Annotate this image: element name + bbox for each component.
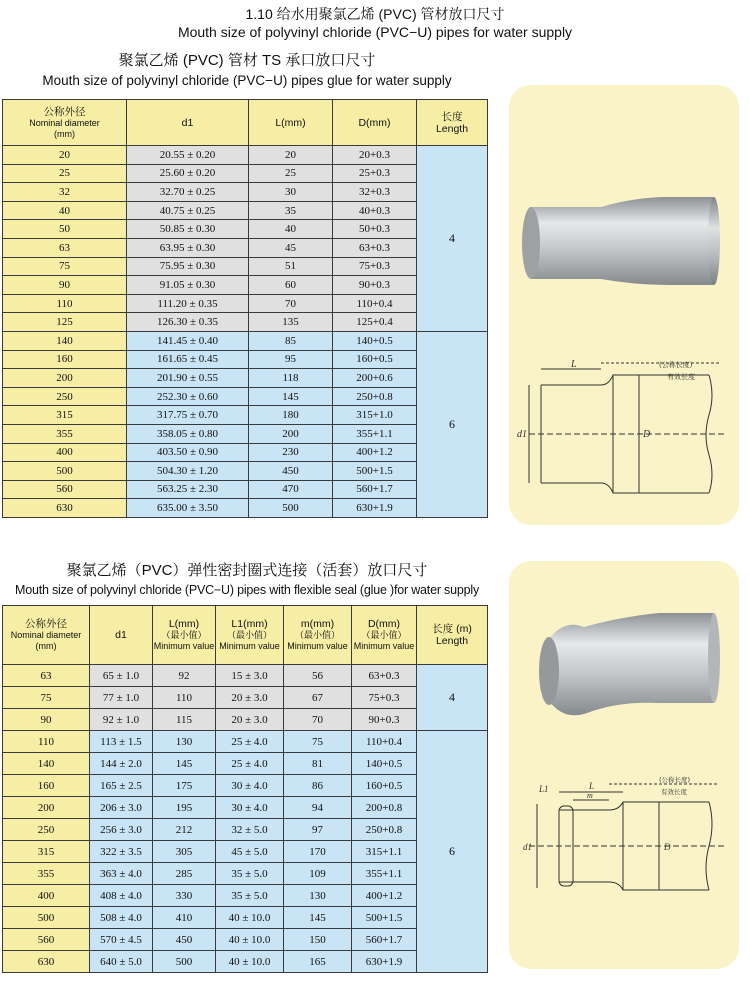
cell-d1: 144 ± 2.0 (90, 753, 153, 775)
cell-d1: 206 ± 3.0 (90, 797, 153, 819)
table2-title-cn: 聚氯乙烯（PVC）弹性密封圈式连接（活套）放口尺寸 (66, 562, 428, 579)
cell-L: 330 (153, 885, 216, 907)
cell-d1: 111.20 ± 0.35 (127, 294, 249, 313)
cell-d1: 256 ± 3.0 (90, 819, 153, 841)
cell-L1: 30 ± 4.0 (216, 775, 284, 797)
drawing2-note-1: (公称长度) (659, 776, 691, 784)
table2-title-en: Mouth size of polyvinyl chloride (PVC−U) pipes with flexible seal (glue )for water supply (14, 583, 479, 597)
cell-D: 400+1.2 (352, 885, 417, 907)
header2-d1: d1 (90, 606, 153, 665)
cell-nominal-diameter: 630 (3, 951, 90, 973)
cell-D: 75+0.3 (352, 687, 417, 709)
cell-L: 51 (249, 257, 333, 276)
cell-L1: 40 ± 10.0 (216, 951, 284, 973)
cell-nominal-diameter: 90 (3, 276, 127, 295)
cell-nominal-diameter: 110 (3, 731, 90, 753)
cell-D: 125+0.4 (333, 313, 417, 332)
cell-D: 63+0.3 (352, 665, 417, 687)
header-L: L(mm) (249, 100, 333, 146)
cell-L1: 40 ± 10.0 (216, 907, 284, 929)
cell-m: 165 (284, 951, 352, 973)
cell-d1: 50.85 ± 0.30 (127, 220, 249, 239)
cell-L: 200 (249, 424, 333, 443)
table-row (3, 753, 488, 775)
cell-L1: 20 ± 3.0 (216, 709, 284, 731)
cell-d1: 640 ± 5.0 (90, 951, 153, 973)
cell-L: 285 (153, 863, 216, 885)
table-row (3, 797, 488, 819)
table-row (3, 146, 488, 165)
cell-nominal-diameter: 250 (3, 387, 127, 406)
cell-nominal-diameter: 50 (3, 220, 127, 239)
table-row (3, 257, 488, 276)
drawing1-label-L: L (571, 359, 577, 370)
cell-nominal-diameter: 315 (3, 841, 90, 863)
table-row (3, 480, 488, 499)
cell-nominal-diameter: 200 (3, 797, 90, 819)
cell-d1: 75.95 ± 0.30 (127, 257, 249, 276)
cell-L1: 25 ± 4.0 (216, 753, 284, 775)
table-row (3, 462, 488, 481)
cell-length: 6 (417, 331, 488, 517)
cell-D: 200+0.6 (333, 369, 417, 388)
table-row (3, 775, 488, 797)
cell-L: 450 (249, 462, 333, 481)
cell-nominal-diameter: 500 (3, 907, 90, 929)
cell-L1: 35 ± 5.0 (216, 863, 284, 885)
cell-m: 56 (284, 665, 352, 687)
socket-size-table (2, 99, 488, 518)
cell-L: 212 (153, 819, 216, 841)
cell-d1: 20.55 ± 0.20 (127, 146, 249, 165)
cell-nominal-diameter: 560 (3, 929, 90, 951)
drawing1-note-2: 有效长度 (667, 373, 695, 381)
cell-m: 145 (284, 907, 352, 929)
cell-nominal-diameter: 400 (3, 885, 90, 907)
cell-d1: 570 ± 4.5 (90, 929, 153, 951)
drawing2-note-2: 有效长度 (661, 788, 687, 796)
table-row (3, 350, 488, 369)
page-title-en: Mouth size of polyvinyl chloride (PVC−U) pipes for water supply (177, 24, 573, 40)
cell-nominal-diameter: 125 (3, 313, 127, 332)
cell-nominal-diameter: 25 (3, 164, 127, 183)
cell-d1: 141.45 ± 0.40 (127, 331, 249, 350)
table-row (3, 929, 488, 951)
cell-nominal-diameter: 200 (3, 369, 127, 388)
drawing2-label-L1: L1 (539, 784, 549, 794)
socket-technical-drawing (509, 355, 739, 505)
cell-m: 94 (284, 797, 352, 819)
cell-L: 45 (249, 238, 333, 257)
table-row (3, 294, 488, 313)
table-row (3, 369, 488, 388)
cell-L: 60 (249, 276, 333, 295)
cell-D: 500+1.5 (352, 907, 417, 929)
cell-D: 160+0.5 (333, 350, 417, 369)
cell-L: 410 (153, 907, 216, 929)
cell-d1: 65 ± 1.0 (90, 665, 153, 687)
cell-L: 195 (153, 797, 216, 819)
cell-nominal-diameter: 32 (3, 183, 127, 202)
cell-D: 110+0.4 (352, 731, 417, 753)
table-row (3, 885, 488, 907)
cell-L: 145 (249, 387, 333, 406)
cell-d1: 63.95 ± 0.30 (127, 238, 249, 257)
seal-pipe-photo (509, 561, 739, 761)
cell-nominal-diameter: 140 (3, 753, 90, 775)
drawing1-note-1: (公称长度) (659, 361, 693, 369)
table1-title-cn: 聚氯乙烯 (PVC) 管材 TS 承口放口尺寸 (118, 52, 376, 69)
cell-L: 35 (249, 201, 333, 220)
cell-D: 40+0.3 (333, 201, 417, 220)
cell-d1: 91.05 ± 0.30 (127, 276, 249, 295)
cell-length: 4 (417, 665, 488, 731)
cell-D: 355+1.1 (352, 863, 417, 885)
cell-D: 50+0.3 (333, 220, 417, 239)
cell-D: 560+1.7 (333, 480, 417, 499)
cell-d1: 32.70 ± 0.25 (127, 183, 249, 202)
cell-nominal-diameter: 250 (3, 819, 90, 841)
drawing2-label-L: L (589, 781, 595, 791)
page-title-cn: 1.10 给水用聚氯乙烯 (PVC) 管材放口尺寸 (245, 6, 505, 22)
cell-nominal-diameter: 110 (3, 294, 127, 313)
table-row (3, 424, 488, 443)
cell-d1: 77 ± 1.0 (90, 687, 153, 709)
table-row (3, 687, 488, 709)
header2-L1: L1(mm) （最小值） Minimum value (216, 606, 284, 665)
cell-m: 109 (284, 863, 352, 885)
cell-D: 315+1.0 (333, 406, 417, 425)
cell-m: 81 (284, 753, 352, 775)
cell-d1: 363 ± 4.0 (90, 863, 153, 885)
cell-nominal-diameter: 75 (3, 257, 127, 276)
header-nominal-diameter: 公称外径 Nominal diameter (mm) (3, 100, 127, 146)
cell-L1: 20 ± 3.0 (216, 687, 284, 709)
cell-L1: 32 ± 5.0 (216, 819, 284, 841)
cell-d1: 508 ± 4.0 (90, 907, 153, 929)
cell-d1: 408 ± 4.0 (90, 885, 153, 907)
cell-L: 145 (153, 753, 216, 775)
header2-m: m(mm) （最小值） Minimum value (284, 606, 352, 665)
cell-D: 630+1.9 (352, 951, 417, 973)
cell-L1: 15 ± 3.0 (216, 665, 284, 687)
table1-title-en: Mouth size of polyvinyl chloride (PVC−U) pipes glue for water supply (42, 73, 452, 88)
header2-length: 长度 (m) Length (417, 606, 488, 665)
cell-L: 175 (153, 775, 216, 797)
cell-d1: 113 ± 1.5 (90, 731, 153, 753)
cell-L: 500 (249, 499, 333, 518)
cell-L: 450 (153, 929, 216, 951)
cell-d1: 403.50 ± 0.90 (127, 443, 249, 462)
table-row (3, 201, 488, 220)
header2-nominal-diameter: 公称外径 Nominal diameter (mm) (3, 606, 90, 665)
cell-D: 75+0.3 (333, 257, 417, 276)
drawing2-label-d1: d1 (523, 842, 532, 852)
table-row (3, 406, 488, 425)
cell-L: 500 (153, 951, 216, 973)
cell-D: 400+1.2 (333, 443, 417, 462)
seal-illustration-panel (509, 561, 739, 969)
table-row (3, 238, 488, 257)
cell-L: 30 (249, 183, 333, 202)
cell-m: 130 (284, 885, 352, 907)
table-row (3, 819, 488, 841)
cell-L: 230 (249, 443, 333, 462)
cell-L: 130 (153, 731, 216, 753)
cell-D: 250+0.8 (333, 387, 417, 406)
cell-L1: 35 ± 5.0 (216, 885, 284, 907)
cell-L: 95 (249, 350, 333, 369)
cell-length: 4 (417, 146, 488, 332)
cell-L: 115 (153, 709, 216, 731)
table-row (3, 709, 488, 731)
table-row (3, 313, 488, 332)
cell-L: 40 (249, 220, 333, 239)
table-row (3, 951, 488, 973)
cell-L: 110 (153, 687, 216, 709)
cell-D: 90+0.3 (352, 709, 417, 731)
cell-D: 630+1.9 (333, 499, 417, 518)
header2-L: L(mm) （最小值） Minimum value (153, 606, 216, 665)
cell-nominal-diameter: 355 (3, 863, 90, 885)
cell-d1: 563.25 ± 2.30 (127, 480, 249, 499)
cell-L1: 45 ± 5.0 (216, 841, 284, 863)
cell-D: 32+0.3 (333, 183, 417, 202)
drawing2-label-m: m (587, 791, 593, 800)
cell-D: 140+0.5 (333, 331, 417, 350)
cell-d1: 358.05 ± 0.80 (127, 424, 249, 443)
cell-d1: 322 ± 3.5 (90, 841, 153, 863)
cell-L1: 30 ± 4.0 (216, 797, 284, 819)
cell-L: 85 (249, 331, 333, 350)
flexible-seal-size-table (2, 605, 488, 973)
cell-m: 67 (284, 687, 352, 709)
cell-m: 97 (284, 819, 352, 841)
cell-nominal-diameter: 75 (3, 687, 90, 709)
cell-nominal-diameter: 63 (3, 665, 90, 687)
cell-D: 140+0.5 (352, 753, 417, 775)
cell-D: 315+1.1 (352, 841, 417, 863)
cell-L1: 25 ± 4.0 (216, 731, 284, 753)
cell-d1: 504.30 ± 1.20 (127, 462, 249, 481)
cell-d1: 40.75 ± 0.25 (127, 201, 249, 220)
table-row (3, 665, 488, 687)
cell-D: 500+1.5 (333, 462, 417, 481)
cell-length: 6 (417, 731, 488, 973)
cell-D: 110+0.4 (333, 294, 417, 313)
cell-d1: 201.90 ± 0.55 (127, 369, 249, 388)
table-row (3, 863, 488, 885)
cell-nominal-diameter: 90 (3, 709, 90, 731)
cell-nominal-diameter: 315 (3, 406, 127, 425)
cell-nominal-diameter: 500 (3, 462, 127, 481)
table-row (3, 183, 488, 202)
cell-nominal-diameter: 355 (3, 424, 127, 443)
cell-m: 170 (284, 841, 352, 863)
table-row (3, 907, 488, 929)
cell-nominal-diameter: 560 (3, 480, 127, 499)
cell-nominal-diameter: 160 (3, 775, 90, 797)
table-row (3, 331, 488, 350)
cell-nominal-diameter: 400 (3, 443, 127, 462)
cell-nominal-diameter: 140 (3, 331, 127, 350)
cell-d1: 126.30 ± 0.35 (127, 313, 249, 332)
cell-d1: 161.65 ± 0.45 (127, 350, 249, 369)
cell-D: 63+0.3 (333, 238, 417, 257)
table-row (3, 276, 488, 295)
cell-D: 160+0.5 (352, 775, 417, 797)
cell-d1: 252.30 ± 0.60 (127, 387, 249, 406)
cell-m: 150 (284, 929, 352, 951)
cell-D: 25+0.3 (333, 164, 417, 183)
table-row (3, 841, 488, 863)
cell-d1: 635.00 ± 3.50 (127, 499, 249, 518)
table-row (3, 164, 488, 183)
cell-D: 90+0.3 (333, 276, 417, 295)
cell-D: 250+0.8 (352, 819, 417, 841)
table-row (3, 443, 488, 462)
cell-D: 200+0.8 (352, 797, 417, 819)
drawing1-label-D: D (643, 429, 651, 440)
table-row (3, 499, 488, 518)
cell-nominal-diameter: 40 (3, 201, 127, 220)
seal-technical-drawing (509, 770, 739, 900)
drawing2-label-D: D (664, 842, 671, 852)
cell-L: 180 (249, 406, 333, 425)
cell-L: 25 (249, 164, 333, 183)
header-D: D(mm) (333, 100, 417, 146)
header-length: 长度 Length (417, 100, 488, 146)
cell-nominal-diameter: 630 (3, 499, 127, 518)
header-d1: d1 (127, 100, 249, 146)
cell-nominal-diameter: 20 (3, 146, 127, 165)
cell-D: 560+1.7 (352, 929, 417, 951)
cell-D: 355+1.1 (333, 424, 417, 443)
cell-L: 118 (249, 369, 333, 388)
cell-nominal-diameter: 160 (3, 350, 127, 369)
drawing1-label-d1: d1 (517, 429, 527, 440)
table-row (3, 220, 488, 239)
cell-m: 75 (284, 731, 352, 753)
cell-d1: 165 ± 2.5 (90, 775, 153, 797)
cell-d1: 92 ± 1.0 (90, 709, 153, 731)
cell-D: 20+0.3 (333, 146, 417, 165)
cell-m: 86 (284, 775, 352, 797)
cell-L: 305 (153, 841, 216, 863)
cell-L: 470 (249, 480, 333, 499)
table-row (3, 731, 488, 753)
cell-L: 92 (153, 665, 216, 687)
cell-L: 135 (249, 313, 333, 332)
cell-L: 20 (249, 146, 333, 165)
table-row (3, 387, 488, 406)
cell-d1: 25.60 ± 0.20 (127, 164, 249, 183)
cell-d1: 317.75 ± 0.70 (127, 406, 249, 425)
cell-nominal-diameter: 63 (3, 238, 127, 257)
cell-L: 70 (249, 294, 333, 313)
cell-m: 70 (284, 709, 352, 731)
cell-L1: 40 ± 10.0 (216, 929, 284, 951)
header2-D: D(mm) （最小值） Minimum value (352, 606, 417, 665)
